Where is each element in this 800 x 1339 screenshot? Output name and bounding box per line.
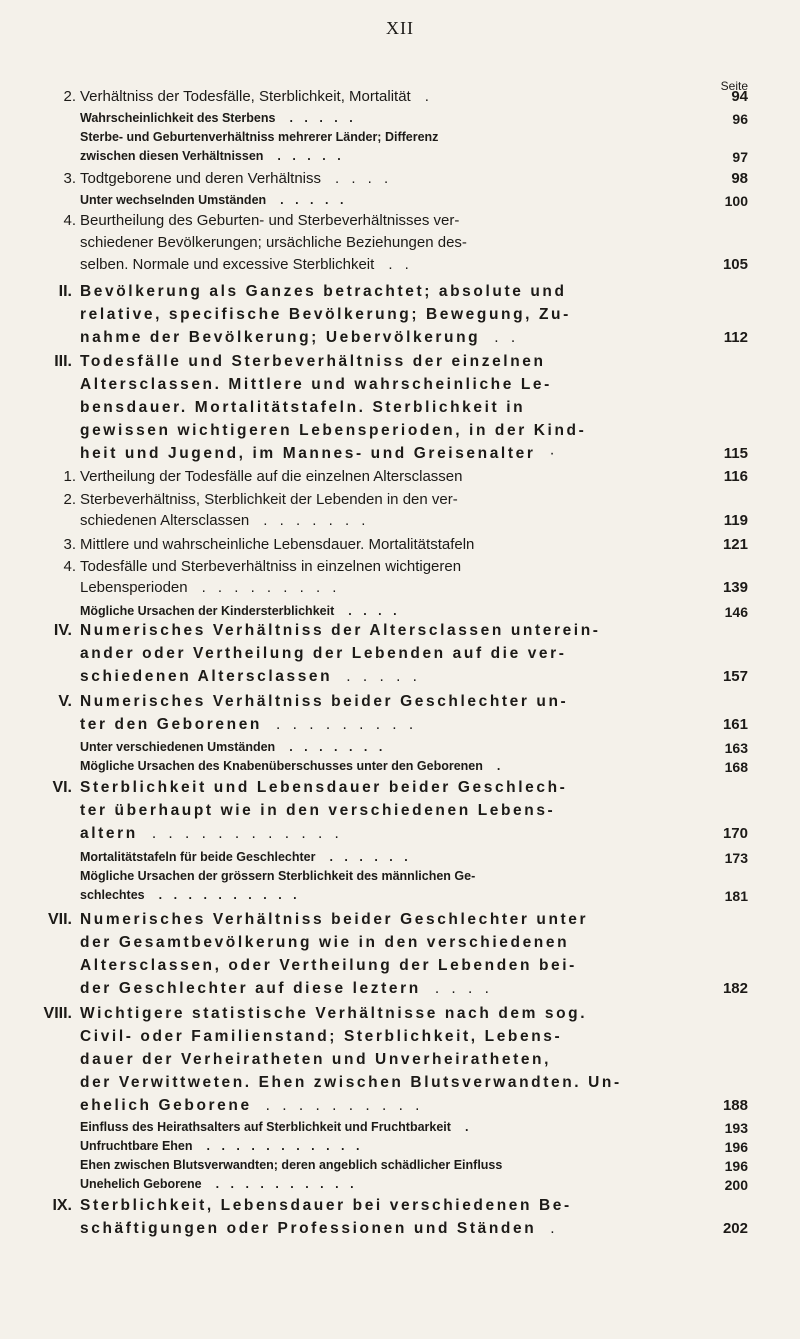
entry-title: Mögliche Ursachen des Knabenüberschusses unter den Geborenen [80, 759, 483, 773]
entry-text-line [80, 306, 571, 324]
entry-text-line [80, 1051, 551, 1069]
entry-text-line [80, 1120, 472, 1134]
entry-text-line [80, 283, 567, 301]
page-reference: 173 [724, 850, 748, 866]
dot-leader: . . . . [335, 170, 393, 187]
page-reference: 161 [722, 716, 748, 733]
entry-marker: V. [58, 693, 72, 710]
entry-title: Numerisches Verhältniss beider Geschlechter un- [80, 693, 569, 710]
entry-text-line [80, 869, 475, 883]
dot-leader: . . . . . [277, 149, 345, 163]
entry-marker: VII. [47, 911, 72, 928]
dot-leader: . . . . [348, 604, 401, 618]
entry-title: Sterblichkeit und Lebensdauer beider Geschlech- [80, 779, 568, 796]
dot-leader: . . . . . . . . . . [158, 888, 301, 902]
page-reference: 170 [722, 825, 748, 842]
page-number: XII [386, 18, 414, 38]
entry-marker: II. [58, 283, 72, 300]
entry-title: schiedener Bevölkerungen; ursächliche Beziehungen des- [80, 234, 467, 251]
entry-title: Sterblichkeit, Lebensdauer bei verschiedenen Be- [80, 1197, 572, 1214]
entry-title: ter den Geborenen [80, 716, 263, 733]
entry-marker: 3. [63, 170, 76, 187]
entry-title: Unter verschiedenen Umständen [80, 740, 276, 754]
entry-title: schäftigungen oder Professionen und Ständen [80, 1220, 537, 1237]
column-header-seite: Seite [720, 79, 748, 93]
entry-text-line [80, 353, 546, 371]
entry-marker: 2. [63, 491, 76, 508]
page-reference: 97 [732, 149, 748, 165]
entry-text-line [80, 329, 519, 347]
entry-title: Mögliche Ursachen der grössern Sterblichkeit des männlichen Ge- [80, 869, 476, 883]
entry-title: der Gesamtbevölkerung wie in den verschiedenen [80, 934, 570, 951]
page-reference: 146 [724, 604, 748, 620]
page-reference: 196 [724, 1139, 748, 1155]
page-reference: 115 [723, 445, 748, 462]
entry-text-line [80, 422, 586, 440]
dot-leader: . . [494, 329, 520, 346]
entry-marker: 1. [63, 468, 76, 485]
page-reference: 100 [724, 193, 748, 209]
entry-text-line [80, 622, 601, 640]
entry-text-line [80, 645, 567, 663]
page-reference: 188 [722, 1097, 748, 1114]
entry-title: ter überhaupt wie in den verschiedenen Lebens- [80, 802, 556, 819]
page-reference: 121 [722, 536, 748, 553]
entry-title: altern [80, 825, 138, 842]
entry-text-line [80, 604, 401, 618]
entry-text-line [80, 212, 459, 229]
entry-marker: IX. [52, 1197, 72, 1214]
entry-text-line [80, 1005, 587, 1023]
entry-marker: VIII. [43, 1005, 72, 1022]
entry-title: nahme der Bevölkerung; Uebervölkerung [80, 329, 481, 346]
entry-title: bensdauer. Mortalitätstafeln. Sterblichkeit in [80, 399, 526, 416]
entry-marker: 2. [63, 88, 76, 105]
page-reference: 116 [723, 468, 748, 485]
entry-text-line [80, 888, 301, 902]
entry-title: Vertheilung der Todesfälle auf die einzelnen Altersclassen [80, 468, 463, 485]
entry-text-line [80, 256, 413, 273]
dot-leader: . . . . . . . . . . . [206, 1139, 364, 1153]
entry-title: schiedenen Altersclassen [80, 668, 333, 685]
entry-text-line [80, 1074, 622, 1092]
entry-text-line [80, 170, 392, 187]
entry-text-line [80, 716, 417, 734]
entry-title: der Geschlechter auf diese leztern [80, 980, 421, 997]
entry-title: Einfluss des Heirathsalters auf Sterblichkeit und Fruchtbarkeit [80, 1120, 451, 1134]
page-reference: 105 [722, 256, 748, 273]
entry-text-line [80, 558, 461, 575]
entry-title: relative, specifische Bevölkerung; Bewegung, Zu- [80, 306, 571, 323]
entry-text-line [80, 934, 569, 952]
entry-marker: 4. [63, 212, 76, 229]
entry-text-line [80, 376, 552, 394]
entry-title: Todtgeborene und deren Verhältniss [80, 170, 322, 187]
entry-title: Beurtheilung des Geburten- und Sterbeverhältnisses ver- [80, 212, 460, 229]
entry-text-line [80, 1158, 502, 1172]
entry-text-line [80, 579, 340, 596]
entry-text-line [80, 1220, 559, 1238]
entry-title: Unter wechselnden Umständen [80, 193, 267, 207]
entry-text-line [80, 802, 555, 820]
entry-text-line [80, 957, 577, 975]
entry-title: Mittlere und wahrscheinliche Lebensdauer. Mortalitätstafeln [80, 536, 475, 553]
entry-text-line [80, 911, 588, 929]
dot-leader: . . . . . [289, 111, 357, 125]
dot-leader: . [464, 1120, 473, 1134]
dot-leader: . . . . . . . . . . [265, 1097, 424, 1114]
entry-text-line [80, 668, 421, 686]
entry-title: ander oder Vertheilung der Lebenden auf die ver- [80, 645, 567, 662]
entry-title: dauer der Verheiratheten und Unverheiratheten, [80, 1051, 552, 1068]
entry-text-line [80, 1097, 424, 1115]
page-reference: 168 [724, 759, 748, 775]
dot-leader: · [549, 445, 559, 462]
entry-title: Civil- oder Familienstand; Sterblichkeit, Lebens- [80, 1028, 563, 1045]
dot-leader: . . . . . . . . . . [215, 1177, 358, 1191]
entry-title: Wahrscheinlichkeit des Sterbens [80, 111, 276, 125]
dot-leader: . . . . . . . . . [276, 716, 418, 733]
dot-leader: . . . . . . . . . . . . [151, 825, 343, 842]
entry-title: Unfruchtbare Ehen [80, 1139, 193, 1153]
dot-leader: . . . . . . . . . [201, 579, 341, 596]
entry-text-line [80, 825, 343, 843]
entry-text-line [80, 234, 467, 251]
entry-title: Bevölkerung als Ganzes betrachtet; absolute und [80, 283, 567, 300]
dot-leader: . . . . . [346, 668, 421, 685]
entry-text-line [80, 111, 357, 125]
entry-text-line [80, 693, 568, 711]
dot-leader: . . . . . . . [263, 512, 370, 529]
entry-title: Sterbeverhältniss, Sterblichkeit der Lebenden in den ver- [80, 491, 458, 508]
entry-title: Mögliche Ursachen der Kindersterblichkeit [80, 604, 335, 618]
dot-leader: . [496, 759, 505, 773]
page-reference: 196 [724, 1158, 748, 1174]
page-reference: 98 [731, 170, 748, 187]
entry-title: schiedenen Altersclassen [80, 512, 250, 529]
page-reference: 202 [722, 1220, 748, 1237]
entry-title: ehelich Geborene [80, 1097, 252, 1114]
entry-marker: 3. [63, 536, 76, 553]
entry-title: schlechtes [80, 888, 145, 902]
page-reference: 157 [722, 668, 748, 685]
entry-marker: IV. [53, 622, 72, 639]
entry-text-line [80, 491, 458, 508]
entry-text-line [80, 88, 433, 105]
entry-text-line [80, 980, 493, 998]
entry-text-line [80, 536, 474, 553]
page-reference: 163 [724, 740, 748, 756]
entry-title: Verhältniss der Todesfälle, Sterblichkeit, Mortalität [80, 88, 411, 105]
page-reference: 112 [723, 329, 748, 346]
entry-title: Sterbe- und Geburtenverhältniss mehrerer Länder; Differenz [80, 130, 439, 144]
entry-text-line [80, 759, 504, 773]
dot-leader: . . . . [434, 980, 493, 997]
entry-text-line [80, 740, 386, 754]
entry-text-line [80, 468, 462, 485]
entry-text-line [80, 850, 412, 864]
page-reference: 193 [724, 1120, 748, 1136]
entry-title: Mortalitätstafeln für beide Geschlechter [80, 850, 316, 864]
dot-leader: . . . . . . . [289, 740, 387, 754]
entry-text-line [80, 445, 559, 463]
entry-title: heit und Jugend, im Mannes- und Greisenalter [80, 445, 536, 462]
entry-text-line [80, 779, 567, 797]
page-reference: 139 [722, 579, 748, 596]
entry-title: Numerisches Verhältniss beider Geschlechter unter [80, 911, 589, 928]
entry-text-line [80, 1028, 562, 1046]
entry-title: zwischen diesen Verhältnissen [80, 149, 264, 163]
entry-marker: III. [54, 353, 72, 370]
dot-leader: . [424, 88, 433, 105]
entry-text-line [80, 149, 345, 163]
page-reference: 181 [724, 888, 748, 904]
entry-title: Ehen zwischen Blutsverwandten; deren angeblich schädlicher Einfluss [80, 1158, 503, 1172]
entry-title: Lebensperioden [80, 579, 188, 596]
entry-title: gewissen wichtigeren Lebensperioden, in der Kind- [80, 422, 587, 439]
entry-title: Unehelich Geborene [80, 1177, 202, 1191]
entry-text-line [80, 399, 525, 417]
entry-title: Altersclassen, oder Vertheilung der Lebenden bei- [80, 957, 577, 974]
entry-marker: 4. [63, 558, 76, 575]
entry-text-line [80, 1139, 363, 1153]
page-reference: 96 [732, 111, 748, 127]
entry-title: Todesfälle und Sterbeverhältniss der einzelnen [80, 353, 546, 370]
dot-leader: . . [388, 256, 413, 273]
dot-leader: . . . . . [280, 193, 348, 207]
entry-title: der Verwittweten. Ehen zwischen Blutsverwandten. Un- [80, 1074, 622, 1091]
dot-leader: . . . . . . [329, 850, 412, 864]
entry-text-line [80, 130, 438, 144]
entry-text-line [80, 1177, 358, 1191]
page-reference: 182 [722, 980, 748, 997]
page-reference: 200 [724, 1177, 748, 1193]
entry-title: Numerisches Verhältniss der Altersclassen unterein- [80, 622, 601, 639]
page-reference: 94 [731, 88, 748, 105]
entry-text-line [80, 1197, 572, 1215]
page-reference: 119 [723, 512, 748, 529]
entry-title: selben. Normale und excessive Sterblichkeit [80, 256, 375, 273]
dot-leader: . [550, 1220, 559, 1237]
entry-marker: VI. [52, 779, 72, 796]
entry-title: Todesfälle und Sterbeverhältniss in einzelnen wichtigeren [80, 558, 462, 575]
entry-title: Wichtigere statistische Verhältnisse nach dem sog. [80, 1005, 588, 1022]
entry-text-line [80, 512, 369, 529]
entry-text-line [80, 193, 347, 207]
entry-title: Altersclassen. Mittlere und wahrscheinliche Le- [80, 376, 552, 393]
